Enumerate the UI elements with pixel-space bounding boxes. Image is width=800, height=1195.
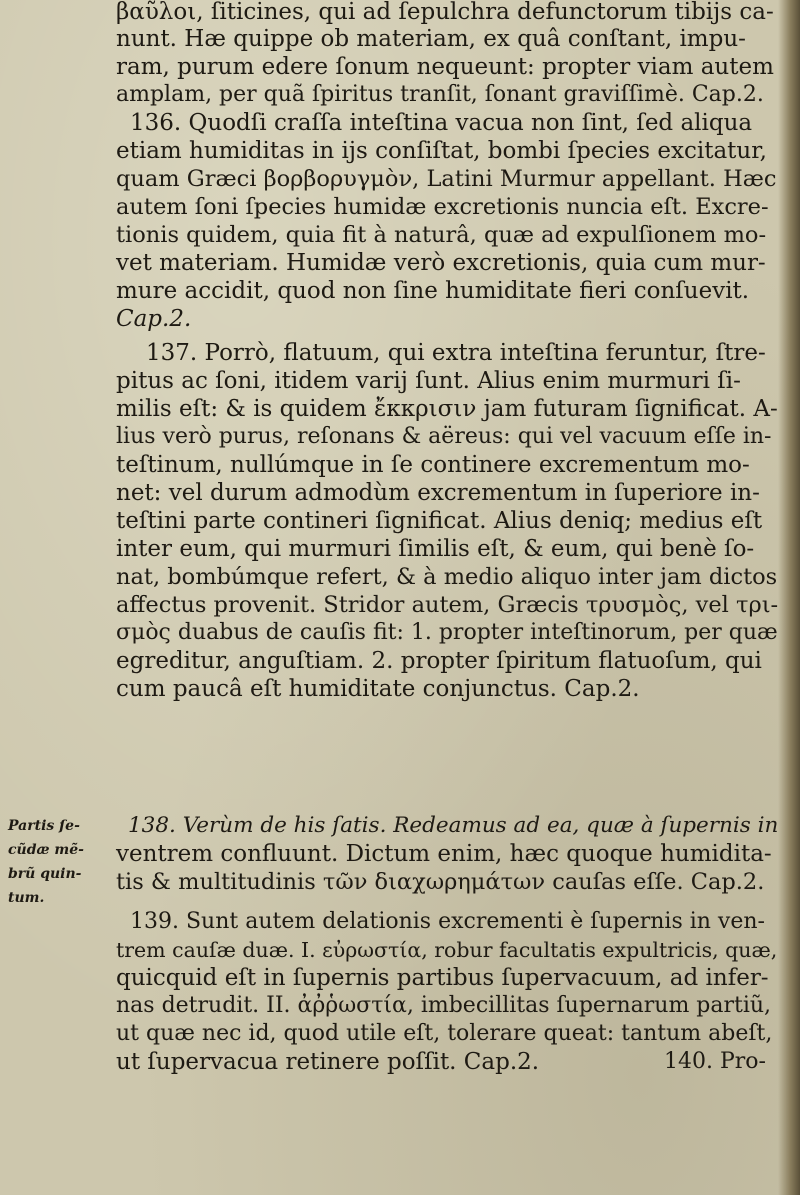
margin-note-line: brũ quin- [8, 866, 82, 882]
margin-note-line: cũdæ mẽ- [8, 842, 84, 858]
text-line: trem cauſæ duæ. I. εὐρωστία, robur facultatis expultricis, quæ, [116, 938, 778, 962]
text-line: pitus ac ſoni, itidem varij ſunt. Alius enim murmuri ſi- [116, 368, 741, 394]
text-line: nat, bombúmque refert, & à medio aliquo inter jam dictos [116, 564, 778, 590]
text-line: milis eſt: & is quidem ἔκκρισιν jam futuram ſignificat. A- [116, 396, 778, 422]
page-gutter-shadow [778, 0, 800, 1195]
text-line: tis & multitudinis τῶν διαχωρημάτων cauſas eſſe. Cap.2. [116, 869, 765, 895]
text-line: quicquid eſt in ſupernis partibus ſupervacuum, ad infer- [116, 965, 769, 991]
text-line: quam Græci βορβορυγμὸν, Latini Murmur appellant. Hæc [116, 166, 777, 192]
text-line: nunt. Hæ quippe ob materiam, ex quâ conſtant, impu- [116, 26, 746, 52]
text-line: 139. Sunt autem delationis excrementi è ſupernis in ven- [130, 909, 765, 934]
text-line: affectus provenit. Stridor autem, Græcis τρυσμὸς, vel τρι- [116, 592, 779, 618]
text-line: lius verò purus, reſonans & aëreus: qui vel vacuum eſſe in- [116, 424, 772, 449]
text-line: amplam, per quã ſpiritus tranſit, ſonant graviſſimè. Cap.2. [116, 82, 764, 107]
text-line: net: vel durum admodùm excrementum in ſuperiore in- [116, 480, 760, 506]
text-line: ut ſupervacua retinere poſſit. Cap.2. [116, 1049, 540, 1075]
text-line: 138. Verùm de his ſatis. Redeamus ad ea, quæ à ſupernis in [128, 813, 779, 838]
margin-note-line: Partis ſe- [8, 818, 80, 834]
text-line: ventrem confluunt. Dictum enim, hæc quoque humidita- [116, 841, 772, 867]
text-line: ram, purum edere ſonum nequeunt: propter viam autem [116, 54, 774, 80]
text-line: Cap.2. [116, 306, 192, 332]
text-line: vet materiam. Humidæ verò excretionis, quia cum mur- [116, 250, 766, 276]
margin-note-line: tum. [8, 890, 45, 906]
text-line: autem ſoni ſpecies humidæ excretionis nuncia eſt. Excre- [116, 194, 769, 220]
text-line: teſtini parte contineri ſignificat. Alius deniq; medius eſt [116, 508, 763, 534]
text-line: teſtinum, nullúmque in ſe continere excrementum mo- [116, 452, 750, 478]
text-line: βαῦλοι, ſiticines, qui ad ſepulchra defunctorum tibijs ca- [116, 0, 774, 25]
text-line: nas detrudit. II. ἀῤῥωστία, imbecillitas ſupernarum partiũ, [116, 993, 772, 1018]
text-line: tionis quidem, quia fit à naturâ, quæ ad expulſionem mo- [116, 222, 767, 248]
text-line: 136. Quodſi craſſa inteſtina vacua non ſint, ſed aliqua [130, 110, 753, 136]
catchword: 140. Pro- [664, 1049, 766, 1074]
text-line: inter eum, qui murmuri ſimilis eſt, & eum, qui benè ſo- [116, 536, 755, 562]
text-line: cum paucâ eſt humiditate conjunctus. Cap.2. [116, 676, 640, 702]
text-line: mure accidit, quod non ſine humiditate fieri conſuevit. [116, 278, 750, 304]
text-line: etiam humiditas in ijs conſiſtat, bombi ſpecies excitatur, [116, 138, 767, 164]
text-line: egreditur, anguſtiam. 2. propter ſpiritum flatuoſum, qui [116, 648, 762, 674]
text-line: 137. Porrò, flatuum, qui extra inteſtina feruntur, ſtre- [146, 340, 766, 366]
text-line: ut quæ nec id, quod utile eſt, tolerare queat: tantum abeſt, [116, 1021, 773, 1046]
text-line: σμὸς duabus de cauſis fit: 1. propter inteſtinorum, per quæ [116, 620, 778, 645]
